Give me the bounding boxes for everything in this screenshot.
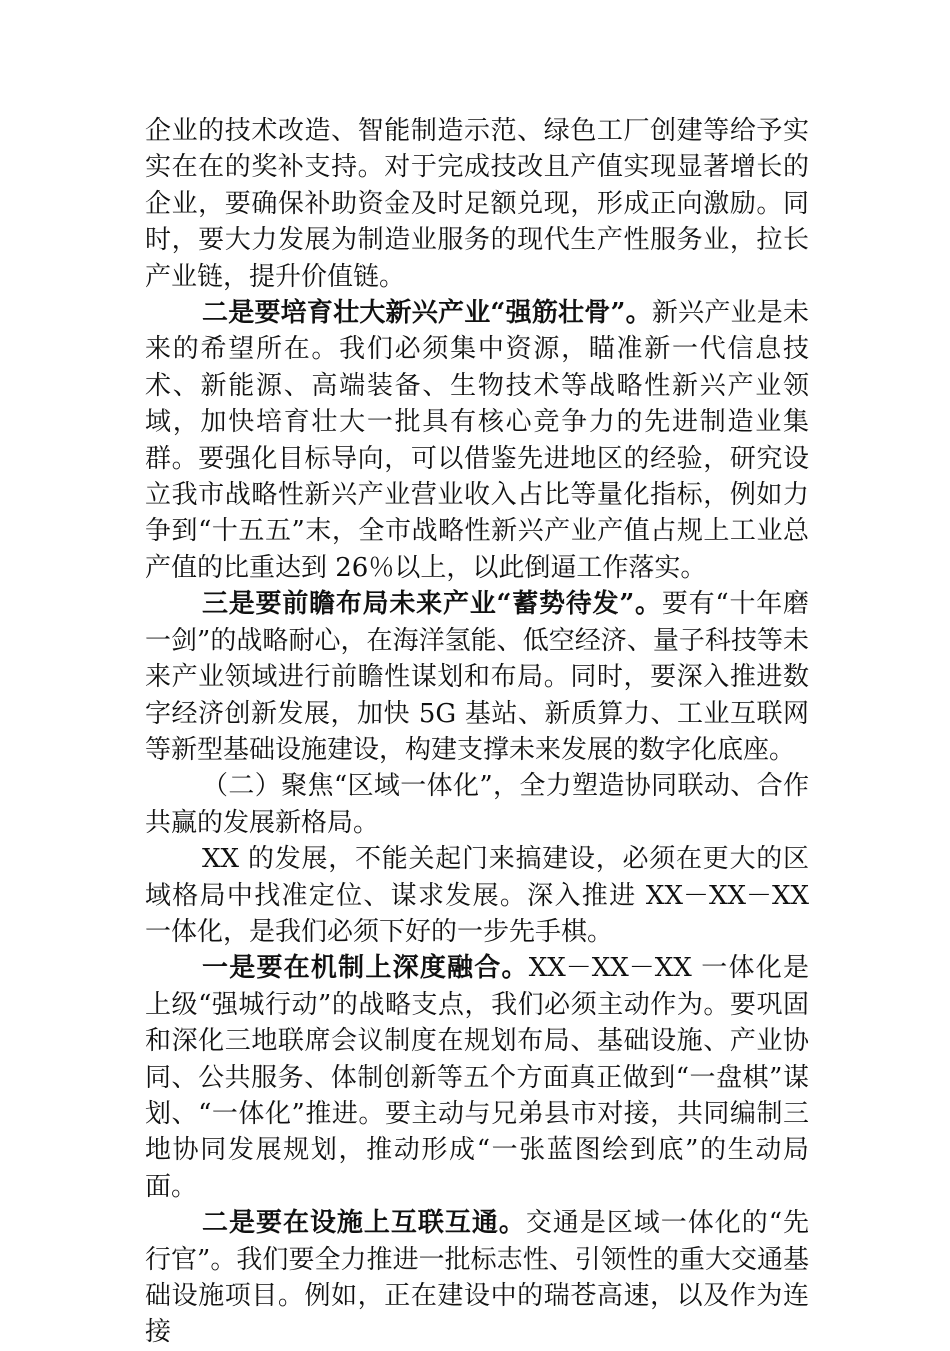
paragraph-lead-heading: 二是要在设施上互联互通。 [202, 1208, 526, 1239]
paragraph-infrastructure [145, 1205, 809, 1351]
paragraph-mechanism [145, 950, 809, 1205]
section-heading-regional-integration [145, 768, 809, 841]
paragraph-text: 企业的技术改造、智能制造示范、绿色工厂创建等给予实实在在的奖补支持。对于完成技改且产值实现显著增长的企业，要确保补助资金及时足额兑现，形成正向激励。同时，要大力发展为制造业服务的现代生产性服务业，拉长产业链，提升价值链。 [145, 116, 809, 292]
paragraph-text: 要有“十年磨一剑”的战略耐心，在海洋氢能、低空经济、量子科技等未来产业领域进行前瞻性谋划和布局。同时，要深入推进数字经济创新发展，加快 5G 基站、新质算力、工业互联网等新型基础设施建设，构建支撑未来发展的数字化底座。 [145, 589, 809, 765]
paragraph-text: 交通是区域一体化的“先行官”。我们要全力推进一批标志性、引领性的重大交通基础设施项目。例如，正在建设中的瑞苍高速，以及作为连接 [145, 1208, 809, 1348]
section-heading-text: （二）聚焦“区域一体化”，全力塑造协同联动、合作共赢的发展新格局。 [145, 771, 809, 838]
paragraph-regional-intro [145, 841, 809, 950]
document-page [145, 113, 809, 1351]
paragraph-lead-heading: 三是要前瞻布局未来产业“蓄势待发”。 [202, 589, 662, 620]
paragraph-lead-heading: 一是要在机制上深度融合。 [202, 953, 529, 984]
paragraph-lead-heading: 二是要培育壮大新兴产业“强筋壮骨”。 [202, 298, 652, 329]
paragraph-text: XX 的发展，不能关起门来搞建设，必须在更大的区域格局中找准定位、谋求发展。深入推进 XX－XX－XX 一体化，是我们必须下好的一步先手棋。 [145, 844, 809, 947]
paragraph-future-industry [145, 586, 809, 768]
paragraph-text: XX－XX－XX 一体化是上级“强城行动”的战略支点，我们必须主动作为。要巩固和深化三地联席会议制度在规划布局、基础设施、产业协同、公共服务、体制创新等五个方面真正做到“一盘棋”谋划、“一体化”推进。要主动与兄弟县市对接，共同编制三地协同发展规划，推动形成“一张蓝图绘到底”的生动局面。 [145, 953, 809, 1202]
paragraph-text: 新兴产业是未来的希望所在。我们必须集中资源，瞄准新一代信息技术、新能源、高端装备、生物技术等战略性新兴产业领域，加快培育壮大一批具有核心竞争力的先进制造业集群。要强化目标导向，可以借鉴先进地区的经验，研究设立我市战略性新兴产业营业收入占比等量化指标，例如力争到“十五五”末，全市战略性新兴产业产值占规上工业总产值的比重达到 26％以上，以此倒逼工作落实。 [145, 298, 809, 583]
paragraph-emerging-industry [145, 295, 809, 586]
paragraph-continuation [145, 113, 809, 295]
